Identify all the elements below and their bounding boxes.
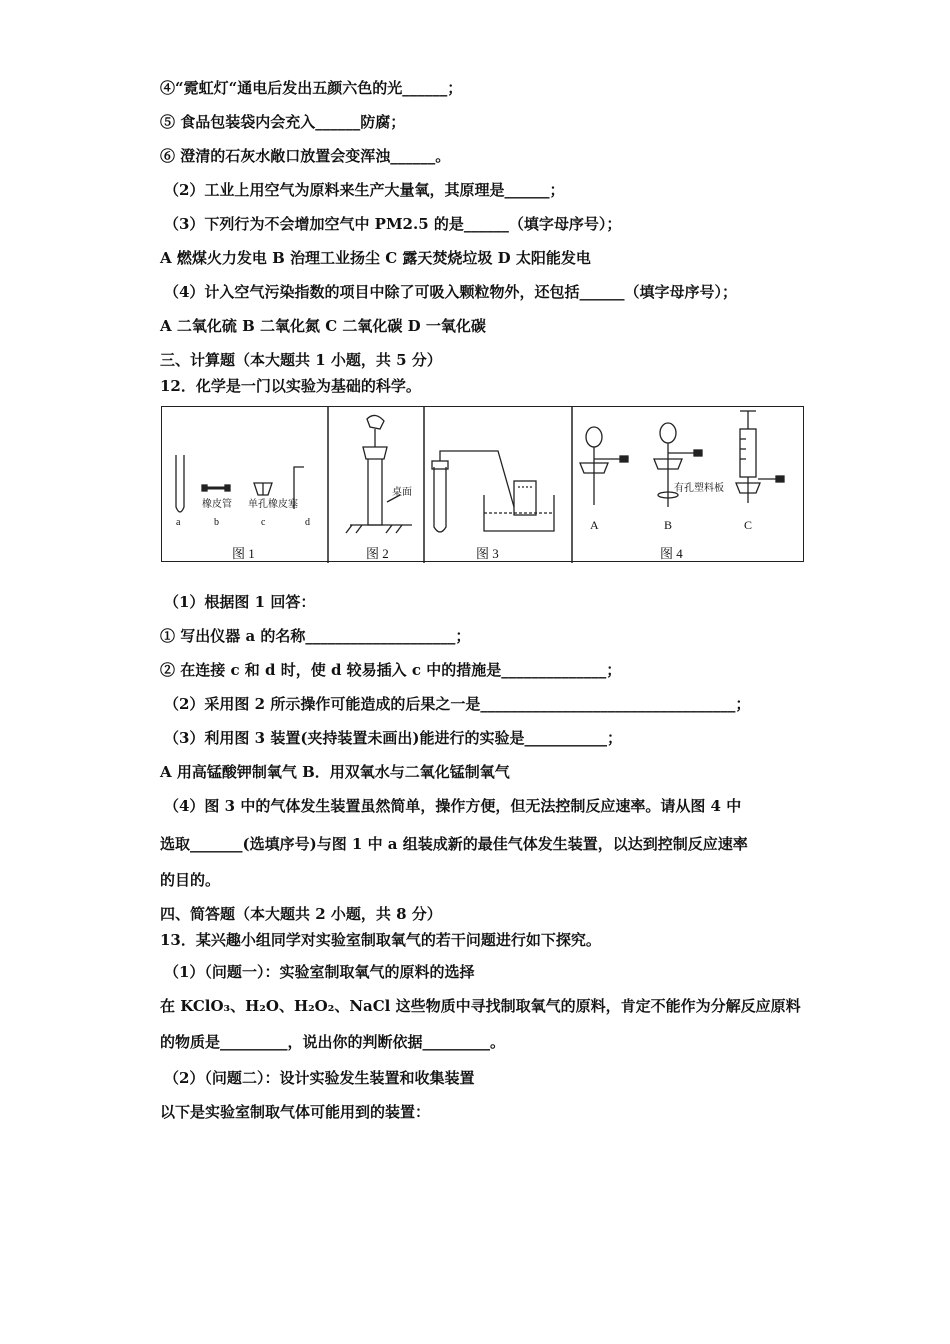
stopper-c — [254, 483, 272, 495]
caption-fig2: 图 2 — [366, 546, 389, 561]
text-line: 在 KClO₃、H₂O、H₂O₂、NaCl 这些物质中寻找制取氧气的原料，肯定不能作为分解反应原料 — [160, 997, 801, 1015]
tube-on-table — [346, 415, 412, 533]
apparatus-C — [736, 411, 784, 503]
label-stopper: 单孔橡皮塞 — [248, 499, 298, 510]
text-line: （1）（问题一）：实验室制取氧气的原料的选择 — [164, 963, 475, 981]
text-line: ④“霓虹灯“通电后发出五颜六色的光______； — [160, 79, 463, 97]
rubber-tube-b — [202, 485, 230, 491]
text-line: （2）采用图 2 所示操作可能造成的后果之一是__________________________________； — [164, 695, 751, 713]
text-line: A 二氧化硫 B 二氧化氮 C 二氧化碳 D 一氧化碳 — [160, 317, 486, 335]
section-heading: 三、计算题（本大题共 1 小题，共 5 分） — [160, 351, 442, 369]
apparatus-B — [654, 423, 702, 507]
apparatus-drawing — [162, 407, 805, 563]
gas-setup — [432, 451, 554, 532]
apparatus-figure — [161, 406, 804, 562]
text-line: 的目的。 — [160, 871, 221, 889]
text-line: A 燃煤火力发电 B 治理工业扬尘 C 露天焚烧垃圾 D 太阳能发电 — [160, 249, 591, 267]
question-title: 13．某兴趣小组同学对实验室制取氧气的若干问题进行如下探究。 — [160, 931, 601, 949]
question-title: 12．化学是一门以实验为基础的科学。 — [160, 377, 421, 395]
caption-fig4: 图 4 — [660, 546, 683, 561]
label-C: C — [744, 518, 753, 532]
text-line: （2）（问题二）：设计实验发生装置和收集装置 — [164, 1069, 475, 1087]
text-line: （1）根据图 1 回答： — [164, 593, 316, 611]
text-line: （4）图 3 中的气体发生装置虽然简单，操作方便，但无法控制反应速率。请从图 4 中 — [164, 797, 742, 815]
label-A: A — [590, 518, 599, 532]
label-B: B — [664, 518, 673, 532]
text-line: （2）工业上用空气为原料来生产大量氧，其原理是______； — [164, 181, 565, 199]
label-rubber-tube: 橡皮管 — [202, 499, 232, 510]
label-c: c — [261, 517, 266, 528]
text-line: ② 在连接 c 和 d 时，使 d 较易插入 c 中的措施是______________； — [160, 661, 622, 679]
label-a: a — [176, 517, 181, 528]
text-line: （3）下列行为不会增加空气中 PM2.5 的是______（填字母序号）； — [164, 215, 622, 233]
text-line: ⑤ 食品包装袋内会充入______防腐； — [160, 113, 406, 131]
text-line: 以下是实验室制取气体可能用到的装置： — [160, 1103, 431, 1121]
label-d: d — [305, 517, 310, 528]
text-line: （4）计入空气污染指数的项目中除了可吸入颗粒物外，还包括______（填字母序号）； — [164, 283, 737, 301]
apparatus-A — [580, 427, 628, 505]
label-perforated-plate: 有孔塑料板 — [674, 483, 724, 494]
text-line: ⑥ 澄清的石灰水敞口放置会变浑浊______。 — [160, 147, 451, 165]
text-line: ① 写出仪器 a 的名称____________________； — [160, 627, 471, 645]
label-table: 桌面 — [392, 487, 412, 498]
text-line: 选取_______(选填序号)与图 1 中 a 组装成新的最佳气体发生装置，以达到控制反应速率 — [160, 835, 748, 853]
text-line: A 用高锰酸钾制氧气 B．用双氧水与二氧化锰制氧气 — [160, 763, 510, 781]
test-tube-a — [176, 455, 184, 512]
section-heading: 四、简答题（本大题共 2 小题，共 8 分） — [160, 905, 442, 923]
label-b: b — [214, 517, 219, 528]
text-line: （3）利用图 3 装置(夹持装置未画出)能进行的实验是___________； — [164, 729, 623, 747]
caption-fig3: 图 3 — [476, 546, 499, 561]
caption-fig1: 图 1 — [232, 546, 255, 561]
text-line: 的物质是_________，说出你的判断依据_________。 — [160, 1033, 506, 1051]
